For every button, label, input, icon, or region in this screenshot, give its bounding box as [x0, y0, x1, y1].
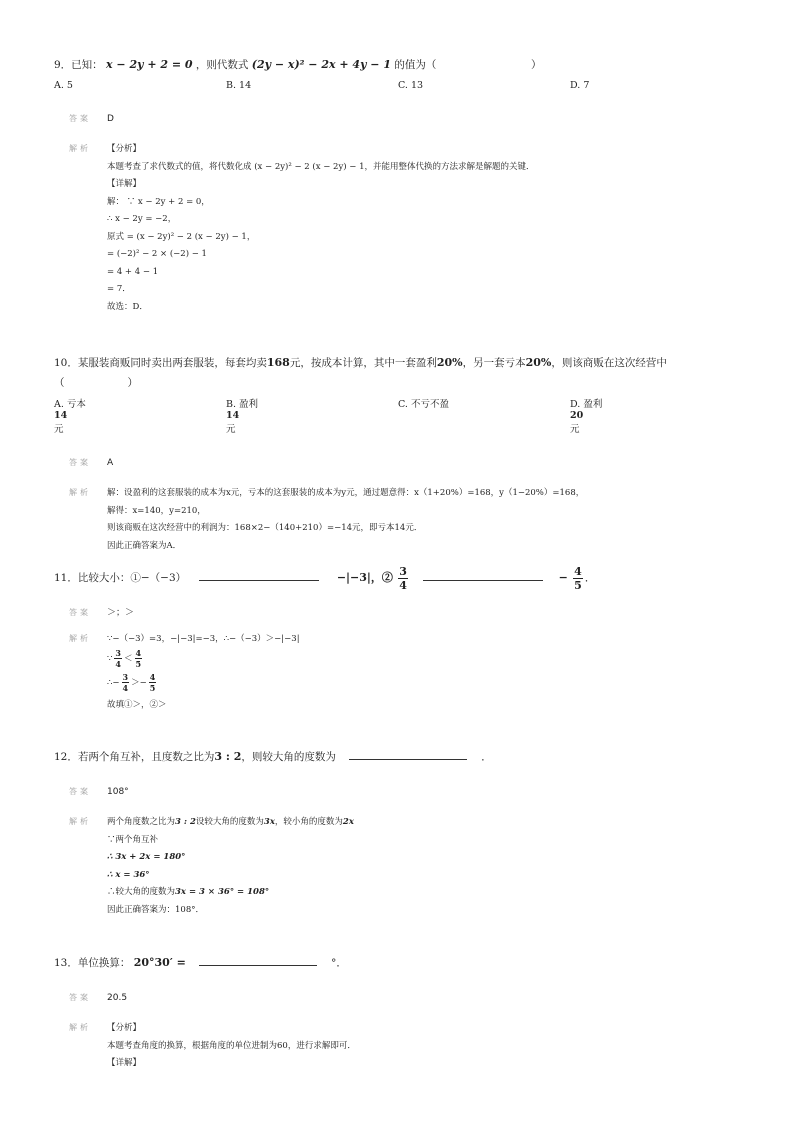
q10-stem-part: ，则该商贩在这次经营中 [551, 357, 667, 369]
q10-stem-part: 元，按成本计算，其中一套盈利 [289, 357, 437, 369]
q12-math: 3 : 2 [175, 817, 196, 827]
q9-analysis-line: = 4 + 4 − 1 [107, 266, 159, 277]
q11-answer: ＞；＞ [107, 608, 135, 618]
q9-analysis-line: ∴ x − 2y = −2， [107, 214, 177, 224]
answer-label: 答案 [69, 114, 91, 123]
q10-profit-rate: 20% [436, 356, 463, 369]
q9-option-d: D. 7 [570, 80, 590, 91]
q12-analysis-line [107, 814, 354, 832]
q11-answer-row [69, 605, 754, 621]
question-10 [54, 354, 754, 555]
q9-analysis-row [69, 141, 754, 316]
q10-options [54, 396, 754, 435]
denominator: 5 [574, 578, 582, 592]
q11-analysis-line [107, 649, 300, 673]
q9-stem-close: ） [531, 59, 542, 71]
less-than: ＜ [124, 653, 133, 664]
q10-option-d [570, 396, 742, 435]
q9-expression: (2y − x)² − 2x + 4y − 1 [251, 58, 392, 71]
q11-abs-value: −|−3|，② [336, 571, 393, 584]
q9-answer-row [69, 111, 754, 127]
q12-text: 两个角度数之比为 [107, 817, 176, 827]
analysis-label: 解析 [69, 634, 91, 643]
analysis-label: 解析 [69, 817, 91, 826]
q9-stem-mid: ，则代数式 [195, 59, 249, 71]
q12-analysis-line [107, 884, 354, 902]
q9-answer: D [107, 114, 114, 124]
q10-stem-paren: （ ） [54, 377, 138, 389]
q9-number: 9．已知： [54, 59, 103, 71]
q12-math: 2x [342, 817, 354, 827]
denominator: 5 [135, 658, 142, 669]
denominator: 4 [115, 658, 121, 669]
q11-period: ． [584, 572, 596, 584]
q12-stem-part: ，则较大角的度数为 [241, 751, 336, 763]
q12-analysis-line: 因此正确答案为：108°． [107, 904, 204, 915]
q12-period: ． [481, 751, 492, 763]
therefore-symbol: ∴− [107, 677, 120, 688]
q12-answer: 108° [107, 787, 129, 797]
q13-analysis-line: 本题考查角度的换算，根据角度的单位进制为60，进行求解即可． [107, 1040, 356, 1051]
question-12 [54, 747, 754, 919]
numerator: 3 [122, 671, 129, 682]
q9-option-b: B. 14 [226, 80, 252, 91]
q10-option-a-num: 14 [54, 410, 68, 421]
q13-answer-row [69, 990, 754, 1006]
q10-analysis-line: 解：设盈利的这套服装的成本为x元，亏本的这套服装的成本为y元，通过题意得：x（1+20%）=168，y（1−20%）=168， [107, 488, 585, 498]
q12-math: 3x [263, 817, 275, 827]
q12-text: 设较大角的度数为 [195, 817, 264, 827]
denominator: 5 [149, 682, 156, 693]
q9-analysis-line: 解： ∵ x − 2y + 2 = 0， [107, 196, 210, 207]
fraction [122, 673, 130, 692]
q10-option-a-pre: A. 亏本 [54, 399, 86, 410]
q13-degree-mark: °． [331, 957, 347, 969]
q13-analysis-line: 【详解】 [107, 1058, 142, 1068]
q9-analysis-line: 【详解】 [107, 179, 142, 189]
q10-option-a-post: 元 [54, 424, 64, 435]
q13-blank[interactable] [199, 953, 317, 966]
q12-analysis-line: ∴ x = 36° [107, 869, 150, 880]
q9-analysis-line: = 7． [107, 284, 131, 294]
numerator: 3 [399, 564, 407, 578]
q11-analysis-line: 故填①＞，②＞ [107, 699, 167, 710]
analysis-label: 解析 [69, 144, 91, 153]
q11-blank-1[interactable] [199, 568, 319, 581]
question-13-stem [54, 953, 754, 972]
question-11-stem [54, 563, 754, 593]
q9-analysis [107, 141, 535, 316]
greater-than: ＞− [131, 677, 147, 688]
q11-analysis-row [69, 631, 754, 714]
q10-analysis-line: 解得：x=140，y=210， [107, 505, 206, 516]
q12-text: ，较小角的度数为 [274, 817, 343, 827]
q10-option-b-post: 元 [226, 424, 236, 435]
q10-analysis-line: 因此正确答案为A． [107, 540, 182, 551]
q9-analysis-line: 故选：D． [107, 301, 148, 312]
question-9 [54, 56, 754, 316]
q10-option-b-pre: B. 盈利 [226, 399, 259, 410]
q12-analysis-line: ∵两个角互补 [107, 834, 159, 845]
q10-option-d-num: 20 [570, 410, 584, 421]
q10-option-b [226, 396, 398, 435]
q10-analysis-row [69, 485, 754, 555]
answer-label: 答案 [69, 458, 91, 467]
q12-analysis [107, 814, 354, 919]
q11-number: 11．比较大小：①−（−3） [54, 572, 187, 584]
answer-label: 答案 [69, 993, 91, 1002]
fraction [135, 649, 143, 668]
q12-analysis-row [69, 814, 754, 919]
question-10-stem [54, 354, 754, 372]
q10-analysis [107, 485, 584, 555]
q10-stem-part: ，另一套亏本 [462, 357, 526, 369]
q12-text: ∴较大角的度数为 [107, 887, 176, 897]
q9-analysis-line: 【分析】 [107, 144, 142, 154]
q11-fraction-4-5 [573, 566, 583, 591]
q13-answer: 20.5 [107, 993, 128, 1003]
q10-answer-row [69, 455, 754, 471]
question-11 [54, 563, 754, 714]
q9-option-a: A. 5 [54, 80, 73, 91]
q9-analysis-line: 原式 = (x − 2y)² − 2 (x − 2y) − 1， [107, 231, 256, 242]
q10-option-d-pre: D. 盈利 [570, 399, 603, 410]
q11-analysis-line: ∵−（−3）=3，−|−3|=−3，∴−（−3）＞−|−3| [107, 634, 300, 644]
q13-expression: 20°30′ = [133, 956, 186, 969]
numerator: 4 [149, 671, 156, 682]
q10-option-c-pre: C. 不亏不盈 [398, 399, 449, 410]
q13-analysis-row [69, 1020, 754, 1073]
answer-label: 答案 [69, 608, 91, 617]
q10-option-d-post: 元 [570, 424, 580, 435]
q9-stem-tail: 的值为（ [394, 59, 437, 71]
answer-label: 答案 [69, 787, 91, 796]
question-9-stem [54, 56, 754, 74]
analysis-label: 解析 [69, 1023, 91, 1032]
q10-option-c [398, 396, 570, 435]
q12-analysis-line: ∴ 3x + 2x = 180° [107, 852, 186, 862]
q10-option-b-num: 14 [226, 410, 240, 421]
fraction [114, 649, 122, 668]
numerator: 4 [135, 647, 142, 658]
analysis-label: 解析 [69, 488, 91, 497]
q11-blank-2[interactable] [423, 568, 543, 581]
q12-ratio: 3 : 2 [214, 750, 242, 763]
q10-loss-rate: 20% [525, 356, 552, 369]
q11-fraction-3-4 [398, 566, 408, 591]
question-13 [54, 953, 754, 1073]
q9-analysis-line: = (−2)² − 2 × (−2) − 1 [107, 249, 207, 259]
q11-analysis-line [107, 673, 300, 697]
q10-stem-part: 10．某服装商贩同时卖出两套服装，每套均卖 [54, 357, 267, 369]
q9-options [54, 80, 754, 91]
q12-math: 3x = 3 × 36° = 108° [175, 887, 270, 897]
numerator: 3 [115, 647, 121, 658]
q10-option-a [54, 396, 226, 435]
fraction [149, 673, 157, 692]
q9-condition: x − 2y + 2 = 0 [106, 58, 193, 71]
q9-analysis-line: 本题考查了求代数式的值，将代数化成 (x − 2y)² − 2 (x − 2y) − 1，并能用整体代换的方法求解是解题的关键． [107, 161, 535, 172]
q13-analysis [107, 1020, 356, 1073]
q12-stem-part: 12．若两个角互补，且度数之比为 [54, 751, 215, 763]
q10-answer: A [107, 458, 114, 468]
q11-analysis [107, 631, 300, 714]
q10-price: 168 [266, 356, 290, 369]
numerator: 4 [574, 564, 582, 578]
denominator: 4 [122, 682, 129, 693]
q13-analysis-line: 【分析】 [107, 1023, 142, 1033]
q12-blank[interactable] [349, 747, 467, 760]
q13-stem-part: 13．单位换算： [54, 957, 131, 969]
q11-minus: − [558, 571, 568, 584]
because-symbol: ∵ [107, 653, 113, 664]
denominator: 4 [399, 578, 407, 592]
q10-analysis-line: 则该商贩在这次经营中的利润为：168×2−（140+210）=−14元，即亏本14元． [107, 523, 423, 533]
q9-option-c: C. 13 [398, 80, 424, 91]
question-12-stem [54, 747, 754, 766]
q12-answer-row [69, 784, 754, 800]
